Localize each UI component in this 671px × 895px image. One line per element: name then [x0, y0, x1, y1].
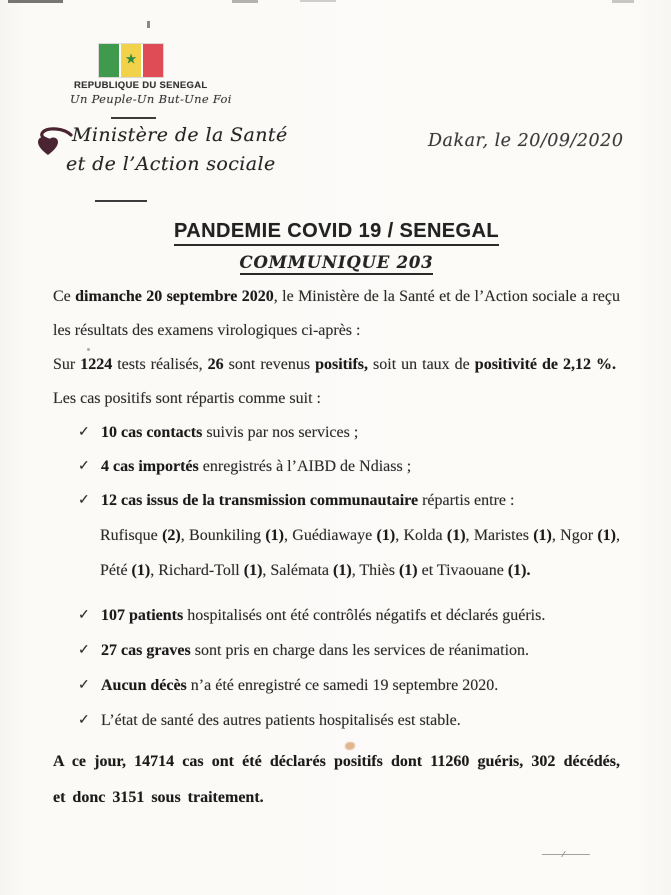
check-icon: ✓	[78, 678, 90, 693]
senegal-flag	[99, 44, 163, 77]
list-item	[53, 450, 620, 484]
ministry-name	[66, 124, 288, 175]
check-icon: ✓	[78, 459, 90, 474]
list-item-text: 107 patients hospitalisés ont été contrôlés négatifs et déclarés guéris.	[101, 607, 546, 624]
dateline: Dakar, le 20/09/2020	[428, 131, 624, 151]
list-item-text: 4 cas importés enregistrés à l’AIBD de Ndiass ;	[101, 458, 412, 475]
list-item-text: L’état de santé des autres patients hospitalisés est stable.	[101, 712, 461, 729]
check-icon: ✓	[78, 608, 90, 623]
summary-paragraph: A ce jour, 14714 cas ont été déclarés positifs dont 11260 guéris, 302 décédés, et donc 3151 sous traitement.	[53, 753, 620, 806]
list-item	[53, 703, 620, 738]
status-list	[53, 598, 620, 738]
check-icon: ✓	[78, 425, 90, 440]
list-item-text: 12 cas issus de la transmission communautaire répartis entre :	[101, 492, 515, 509]
check-icon: ✓	[78, 493, 90, 508]
list-item	[53, 633, 620, 668]
list-item-text: Aucun décès n’a été enregistré ce samedi 19 septembre 2020.	[101, 677, 499, 694]
divider-rule	[95, 200, 147, 202]
list-item-text: 10 cas contacts suivis par nos services ;	[101, 424, 359, 441]
ministry-name-line2: et de l’Action sociale	[66, 153, 276, 175]
list-item	[53, 484, 620, 518]
letterhead	[0, 0, 671, 208]
flag-band-yellow	[121, 44, 141, 77]
tests-paragraph: Sur 1224 tests réalisés, 26 sont revenus positifs, soit un taux de positivité de 2,12 %. Les cas positifs sont répartis comme suit :	[53, 356, 621, 407]
cases-breakdown-list	[53, 416, 620, 518]
communique-body	[53, 208, 620, 816]
document-title-text: PANDEMIE COVID 19 / SENEGAL	[174, 220, 499, 246]
list-item-text: 27 cas graves sont pris en charge dans les services de réanimation.	[101, 642, 530, 659]
list-item	[53, 416, 620, 450]
check-icon: ✓	[78, 713, 90, 728]
document-subtitle-text: COMMUNIQUE 203	[240, 253, 434, 275]
check-icon: ✓	[78, 643, 90, 658]
flag-star-icon: ★	[124, 52, 138, 68]
ministry-name-line1: Ministère de la Santé	[72, 124, 288, 146]
national-motto: Un Peuple-Un But-Une Foi	[70, 92, 232, 106]
flag-band-red	[143, 44, 163, 77]
list-item	[53, 668, 620, 703]
flag-band-green	[99, 44, 119, 77]
locations-paragraph: Rufisque (2), Bounkiling (1), Guédiawaye (1), Kolda (1), Maristes (1), Ngor (1), Pété (1), Richard-Toll (1), Salémata (1), Thiès (1) et Tivaouane (1).	[100, 527, 620, 579]
list-item	[53, 598, 620, 633]
divider-rule	[111, 117, 156, 119]
page-footer-mark	[542, 854, 590, 856]
republic-title: REPUBLIQUE DU SENEGAL	[74, 80, 208, 91]
document-subtitle	[53, 253, 620, 272]
document-title	[53, 220, 620, 243]
intro-paragraph: Ce dimanche 20 septembre 2020, le Ministère de la Santé et de l’Action sociale a reçu les résultats des examens virologiques ci-après :	[53, 288, 620, 339]
